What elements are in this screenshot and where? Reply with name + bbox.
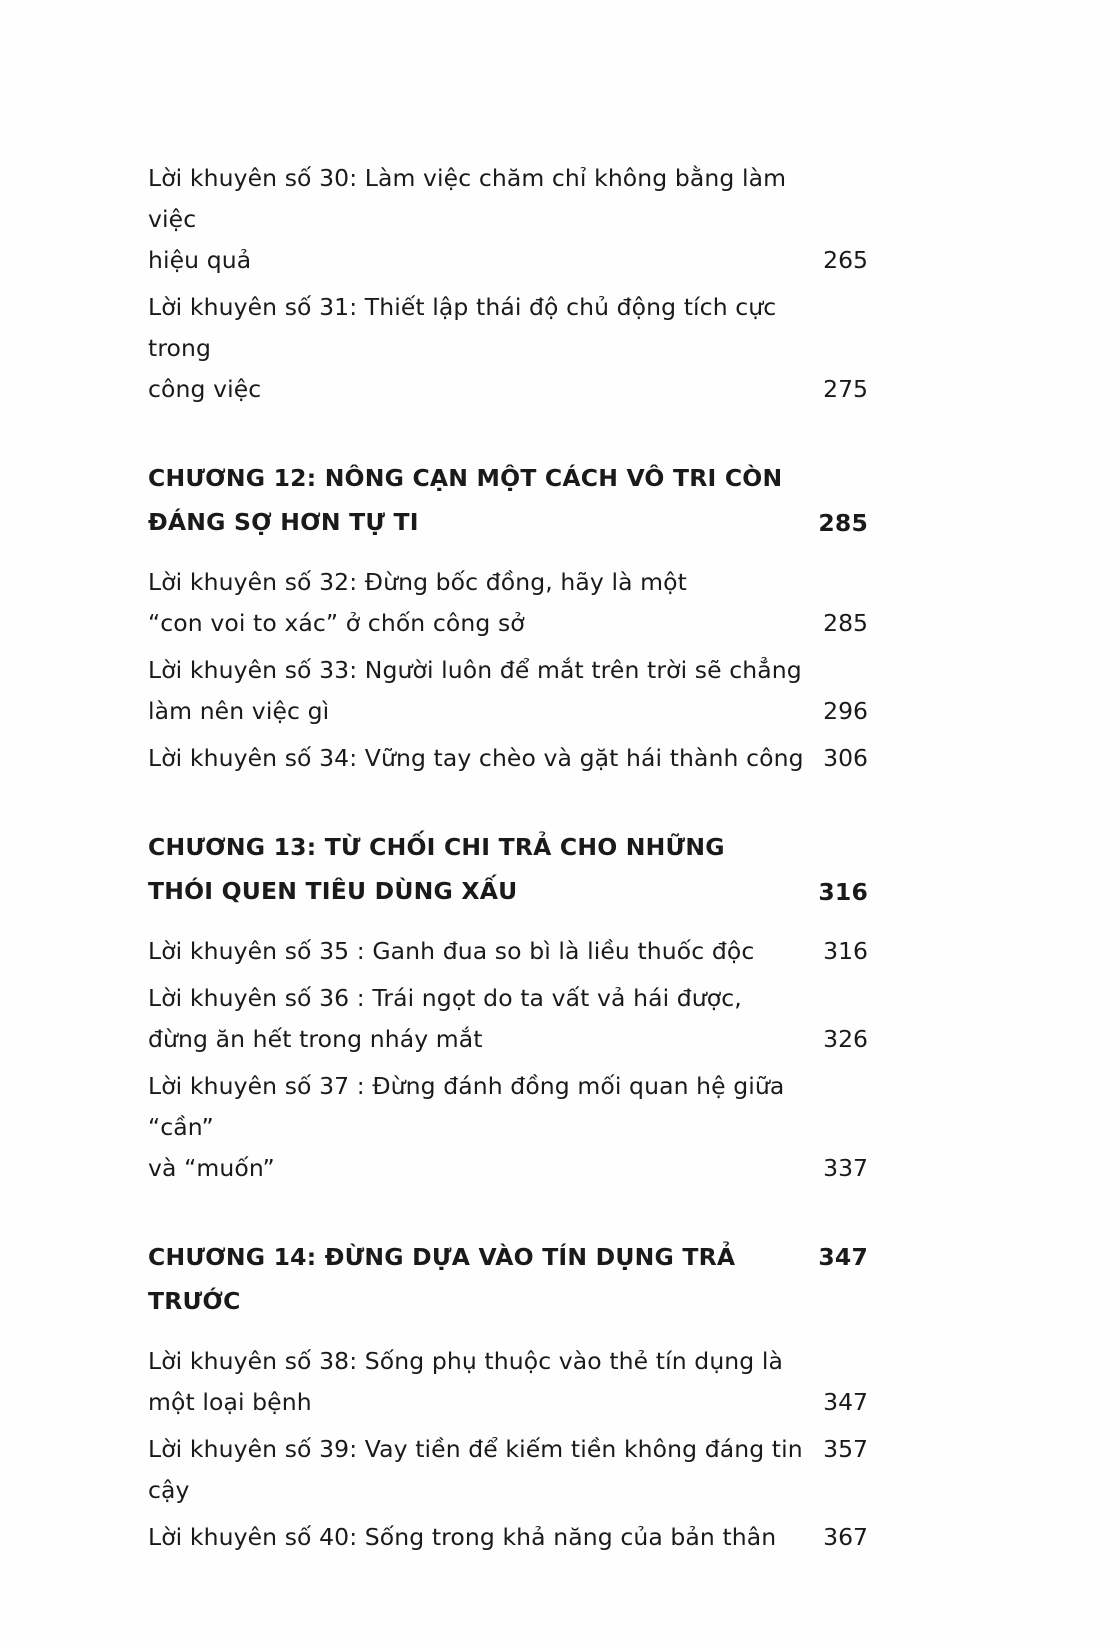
toc-entry-title: Lời khuyên số 37 : Đừng đánh đồng mối quan hệ giữa “cần” và “muốn” (148, 1072, 785, 1182)
toc-entry-page: 367 (823, 1523, 868, 1551)
toc-entry-page: 326 (823, 1025, 868, 1053)
toc-entry-title: Lời khuyên số 38: Sống phụ thuộc vào thẻ tín dụng là một loại bệnh (148, 1347, 784, 1416)
toc-entry-page: 265 (823, 246, 868, 274)
toc-entry[interactable] (148, 1517, 868, 1558)
toc-entry-page: 306 (823, 744, 868, 772)
toc-chapter-entry[interactable] (148, 456, 868, 544)
toc-entry[interactable] (148, 158, 868, 281)
toc-entry-title: Lời khuyên số 39: Vay tiền để kiếm tiền không đáng tin cậy (148, 1435, 803, 1504)
toc-entry[interactable] (148, 931, 868, 972)
toc-entry-page: 316 (823, 937, 868, 965)
toc-chapter-page: 285 (818, 509, 868, 537)
toc-chapter-entry[interactable] (148, 1235, 868, 1323)
toc-entry-page: 347 (823, 1388, 868, 1416)
toc-entry-title: Lời khuyên số 30: Làm việc chăm chỉ không bằng làm việc hiệu quả (148, 164, 787, 274)
toc-entry-page: 275 (823, 375, 868, 403)
toc-chapter-title: CHƯƠNG 14: ĐỪNG DỰA VÀO TÍN DỤNG TRẢ TRƯỚC (148, 1243, 736, 1315)
toc-entry-title: Lời khuyên số 36 : Trái ngọt do ta vất vả hái được, đừng ăn hết trong nháy mắt (148, 984, 742, 1053)
toc-entry[interactable] (148, 1341, 868, 1423)
toc-chapter-title: CHƯƠNG 12: NÔNG CẠN MỘT CÁCH VÔ TRI CÒN ĐÁNG SỢ HƠN TỰ TI (148, 464, 783, 536)
toc-chapter-title: CHƯƠNG 13: TỪ CHỐI CHI TRẢ CHO NHỮNG THÓI QUEN TIÊU DÙNG XẤU (148, 833, 725, 905)
toc-entry[interactable] (148, 978, 868, 1060)
toc-entry-title: Lời khuyên số 35 : Ganh đua so bì là liều thuốc độc (148, 937, 755, 965)
toc-entry[interactable] (148, 562, 868, 644)
toc-entry-page: 285 (823, 609, 868, 637)
toc-entry-title: Lời khuyên số 33: Người luôn để mắt trên trời sẽ chẳng làm nên việc gì (148, 656, 802, 725)
toc-entry-title: Lời khuyên số 31: Thiết lập thái độ chủ động tích cực trong công việc (148, 293, 777, 403)
toc-entry[interactable] (148, 650, 868, 732)
toc-entry[interactable] (148, 1429, 868, 1511)
toc-entry-title: Lời khuyên số 40: Sống trong khả năng của bản thân (148, 1523, 777, 1551)
toc-entry-title: Lời khuyên số 34: Vững tay chèo và gặt hái thành công (148, 744, 804, 772)
toc-entry-page: 337 (823, 1154, 868, 1182)
toc-chapter-page: 316 (818, 878, 868, 906)
table-of-contents (148, 158, 868, 1564)
toc-entry[interactable] (148, 1066, 868, 1189)
toc-chapter-page: 347 (818, 1243, 868, 1271)
toc-entry-page: 357 (823, 1435, 868, 1463)
toc-entry[interactable] (148, 738, 868, 779)
toc-entry[interactable] (148, 287, 868, 410)
toc-chapter-entry[interactable] (148, 825, 868, 913)
toc-entry-title: Lời khuyên số 32: Đừng bốc đồng, hãy là một “con voi to xác” ở chốn công sở (148, 568, 687, 637)
toc-entry-page: 296 (823, 697, 868, 725)
